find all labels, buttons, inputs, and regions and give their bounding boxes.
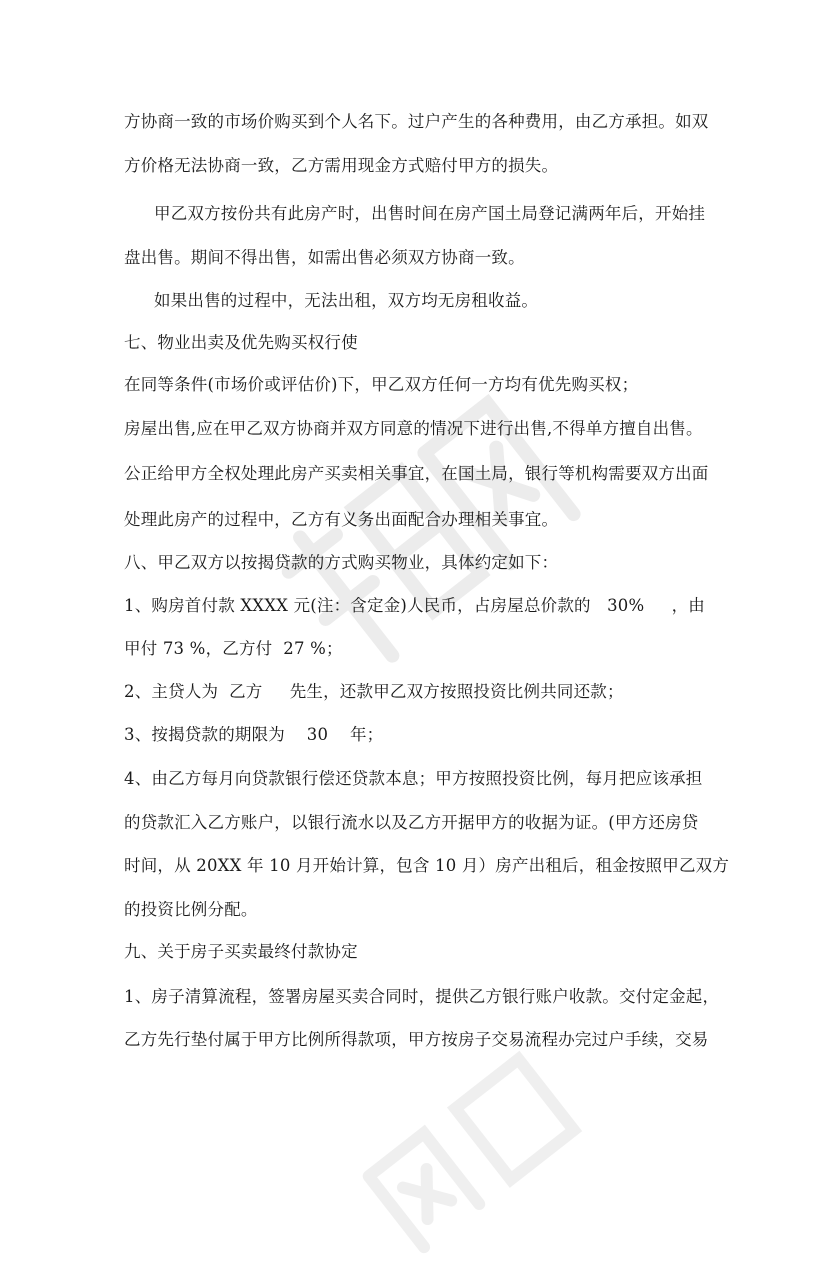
paragraph-line: 方协商一致的市场价购买到个人名下。过户产生的各种费用，由乙方承担。如双 xyxy=(124,112,709,131)
section-heading-8: 八、甲乙双方以按揭贷款的方式购买物业，具体约定如下： xyxy=(124,553,559,572)
paragraph-line: 在同等条件(市场价或评估价)下，甲乙双方任何一方均有优先购买权； xyxy=(124,375,639,394)
paragraph-line: 如果出售的过程中，无法出租，双方均无房租收益。 xyxy=(154,291,539,310)
clause-item: 1、购房首付款 XXXX 元(注：含定金)人民币，占房屋总价款的 30% ，由 xyxy=(124,596,705,615)
clause-item: 4、由乙方每月向贷款银行偿还贷款本息；甲方按照投资比例，每月把应该承担 xyxy=(124,769,703,788)
paragraph-line: 甲乙双方按份共有此房产时，出售时间在房产国土局登记满两年后，开始挂 xyxy=(154,204,706,223)
clause-item: 1、房子清算流程，签署房屋买卖合同时，提供乙方银行账户收款。交付定金起， xyxy=(124,987,720,1006)
clause-item-continued: 甲付 73 %，乙方付 27 %； xyxy=(124,639,343,658)
section-heading-7: 七、物业出卖及优先购买权行使 xyxy=(124,333,358,352)
clause-item-continued: 的贷款汇入乙方账户，以银行流水以及乙方开据甲方的收据为证。(甲方还房贷 xyxy=(124,813,699,832)
clause-item: 2、主贷人为 乙方 先生，还款甲乙双方按照投资比例共同还款； xyxy=(124,682,624,701)
paragraph-line: 公正给甲方全权处理此房产买卖相关事宜，在国土局，银行等机构需要双方出面 xyxy=(124,464,709,483)
clause-item-continued: 时间，从 20XX 年 10 月开始计算，包含 10 月）房产出租后，租金按照甲乙双方 xyxy=(124,856,730,875)
paragraph-line: 处理此房产的过程中，乙方有义务出面配合办理相关事宜。 xyxy=(124,510,559,529)
paragraph-line: 房屋出售,应在甲乙双方协商并双方同意的情况下进行出售,不得单方擅自出售。 xyxy=(124,419,703,438)
clause-item: 3、按揭贷款的期限为 30 年； xyxy=(124,725,384,744)
clause-item-continued: 的投资比例分配。 xyxy=(124,900,258,919)
section-heading-9: 九、关于房子买卖最终付款协定 xyxy=(124,942,358,961)
paragraph-line: 方价格无法协商一致，乙方需用现金方式赔付甲方的损失。 xyxy=(124,156,559,175)
paragraph-line: 盘出售。期间不得出售，如需出售必须双方协商一致。 xyxy=(124,248,525,267)
clause-item-continued: 乙方先行垫付属于甲方比例所得款项，甲方按房子交易流程办完过户手续，交易 xyxy=(124,1030,709,1049)
